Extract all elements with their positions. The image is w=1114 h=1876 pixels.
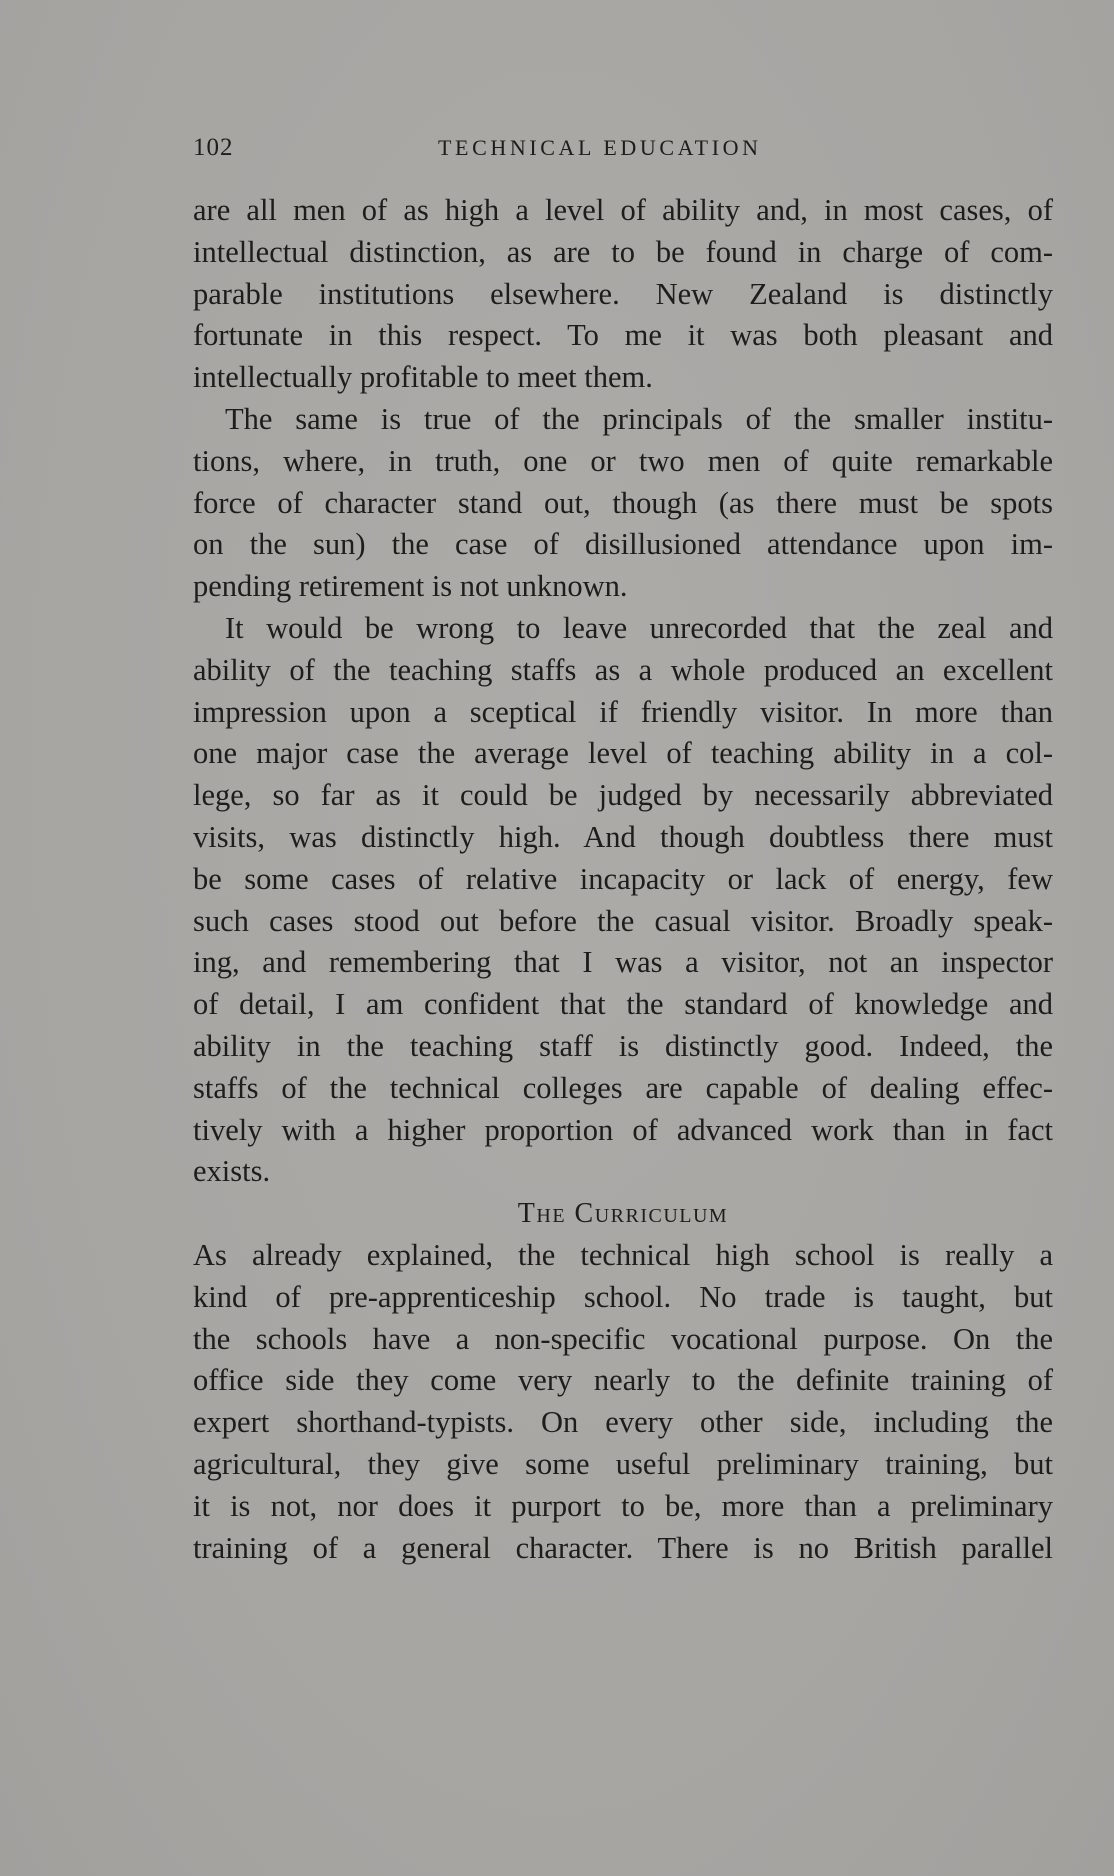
text-line: are all men of as high a level of ability and, in most cases, of	[193, 193, 1053, 227]
text-line: The same is true of the principals of the smaller institu-	[225, 401, 1053, 436]
paragraph	[193, 1235, 1053, 1569]
text-line: intellectually profitable to meet them.	[193, 360, 653, 395]
text-line: It would be wrong to leave unrecorded that the zeal and	[225, 610, 1053, 645]
text-line: ability in the teaching staff is distinctly good. Indeed, the	[193, 1028, 1053, 1063]
text-line: kind of pre-apprenticeship school. No trade is taught, but	[193, 1279, 1053, 1314]
running-head-title: TECHNICAL EDUCATION	[438, 135, 762, 160]
text-line: of detail, I am confident that the standard of knowledge and	[193, 987, 1053, 1022]
section-heading: The Curriculum	[517, 1198, 729, 1230]
text-line: one major case the average level of teaching ability in a col-	[193, 736, 1053, 771]
text-line: expert shorthand-typists. On every other side, including the	[193, 1405, 1053, 1440]
text-line: training of a general character. There is no British parallel	[193, 1530, 1053, 1565]
text-line: on the sun) the case of disillusioned attendance upon im-	[193, 527, 1053, 562]
text-line: impression upon a sceptical if friendly visitor. In more than	[193, 694, 1053, 729]
text-line: be some cases of relative incapacity or lack of energy, few	[193, 861, 1053, 896]
text-line: the schools have a non-specific vocational purpose. On the	[193, 1321, 1053, 1356]
text-line: As already explained, the technical high school is really a	[193, 1237, 1053, 1272]
text-line: staffs of the technical colleges are capable of dealing effec-	[193, 1070, 1053, 1105]
text-line: intellectual distinction, as are to be found in charge of com-	[193, 234, 1053, 269]
text-line: ing, and remembering that I was a visitor, not an inspector	[193, 945, 1053, 980]
text-line: force of character stand out, though (as there must be spots	[193, 485, 1053, 520]
running-head	[193, 128, 1053, 168]
text-line: fortunate in this respect. To me it was both pleasant and	[193, 318, 1053, 353]
paragraph	[193, 399, 1053, 608]
paragraph	[193, 190, 1053, 399]
text-line: pending retirement is not unknown.	[193, 569, 628, 604]
text-line: lege, so far as it could be judged by necessarily abbreviated	[193, 778, 1053, 813]
body-text	[193, 190, 1053, 1569]
text-line: such cases stood out before the casual visitor. Broadly speak-	[193, 903, 1053, 938]
text-line: parable institutions elsewhere. New Zealand is distinctly	[193, 276, 1053, 311]
text-line: tively with a higher proportion of advanced work than in fact	[193, 1112, 1053, 1147]
text-line: exists.	[193, 1154, 271, 1189]
text-line: it is not, nor does it purport to be, more than a preliminary	[193, 1488, 1053, 1523]
page-number: 102	[193, 134, 234, 161]
text-line: office side they come very nearly to the definite training of	[193, 1363, 1053, 1398]
text-line: visits, was distinctly high. And though doubtless there must	[193, 819, 1053, 854]
text-line: ability of the teaching staffs as a whole produced an excellent	[193, 652, 1053, 687]
text-line: tions, where, in truth, one or two men of quite remarkable	[193, 443, 1053, 478]
text-line: agricultural, they give some useful preliminary training, but	[193, 1446, 1053, 1481]
paragraph	[193, 608, 1053, 1193]
